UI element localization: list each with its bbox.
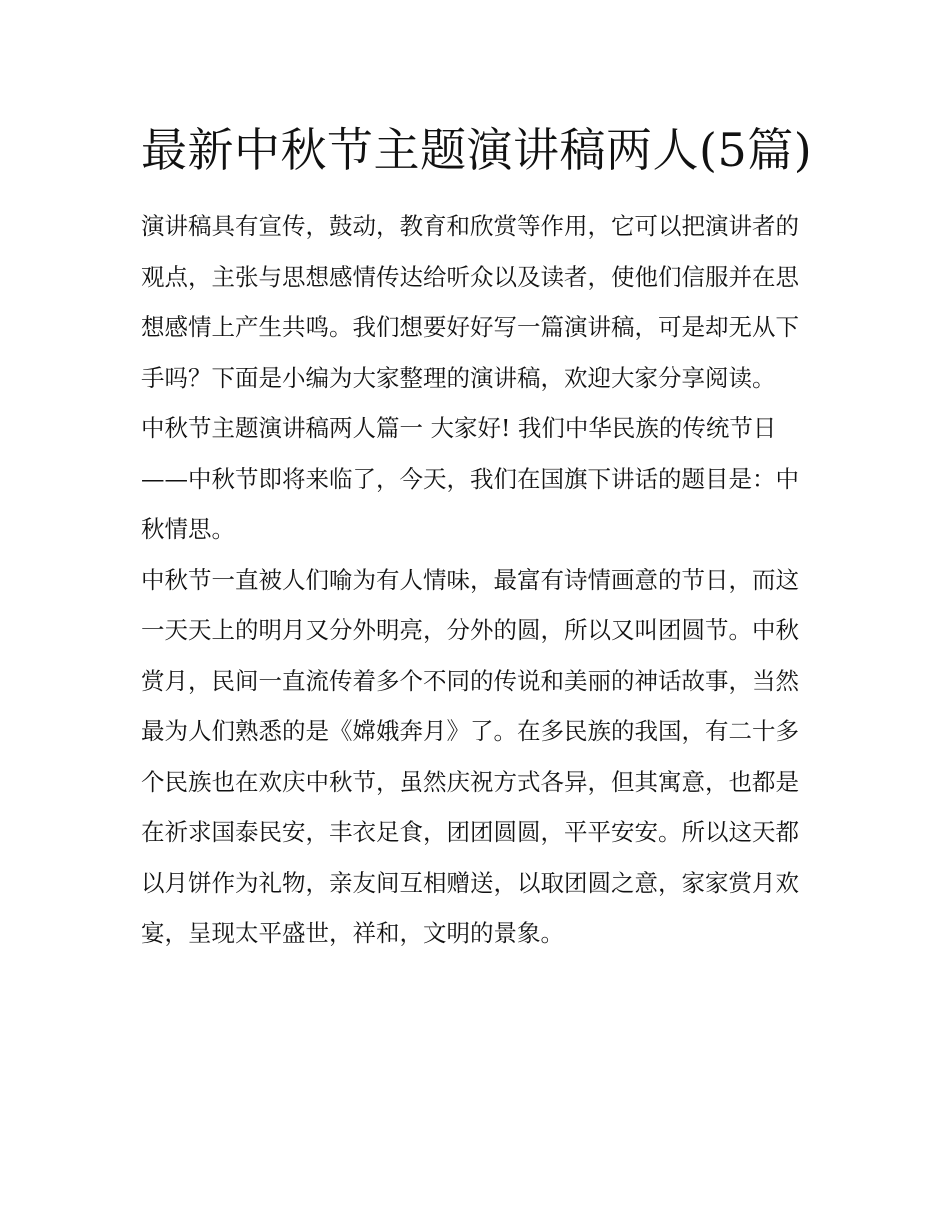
document-title: 最新中秋节主题演讲稿两人(5篇)	[141, 123, 813, 177]
paragraph-intro: 演讲稿具有宣传，鼓动，教育和欣赏等作用，它可以把演讲者的观点，主张与思想感情传达给听众以及读者，使他们信服并在思想感情上产生共鸣。我们想要好好写一篇演讲稿，可是却无从下手吗？下面是小编为大家整理的演讲稿，欢迎大家分享阅读。	[141, 212, 799, 392]
document-body	[141, 112, 813, 959]
paragraph-speech-opening: 中秋节主题演讲稿两人篇一 大家好! 我们中华民族的传统节日——中秋节即将来临了，今天，我们在国旗下讲话的题目是：中秋情思。	[141, 414, 799, 543]
paragraph-mid-autumn-meaning: 中秋节一直被人们喻为有人情味，最富有诗情画意的节日，而这一天天上的明月又分外明亮，分外的圆，所以又叫团圆节。中秋赏月，民间一直流传着多个不同的传说和美丽的神话故事，当然最为人们熟悉的是《嫦娥奔月》了。在多民族的我国，有二十多个民族也在欢庆中秋节，虽然庆祝方式各异，但其寓意，也都是在祈求国泰民安，丰衣足食，团团圆圆，平平安安。所以这天都以月饼作为礼物，亲友间互相赠送，以取团圆之意，家家赏月欢宴，呈现太平盛世，祥和，文明的景象。	[141, 565, 799, 947]
